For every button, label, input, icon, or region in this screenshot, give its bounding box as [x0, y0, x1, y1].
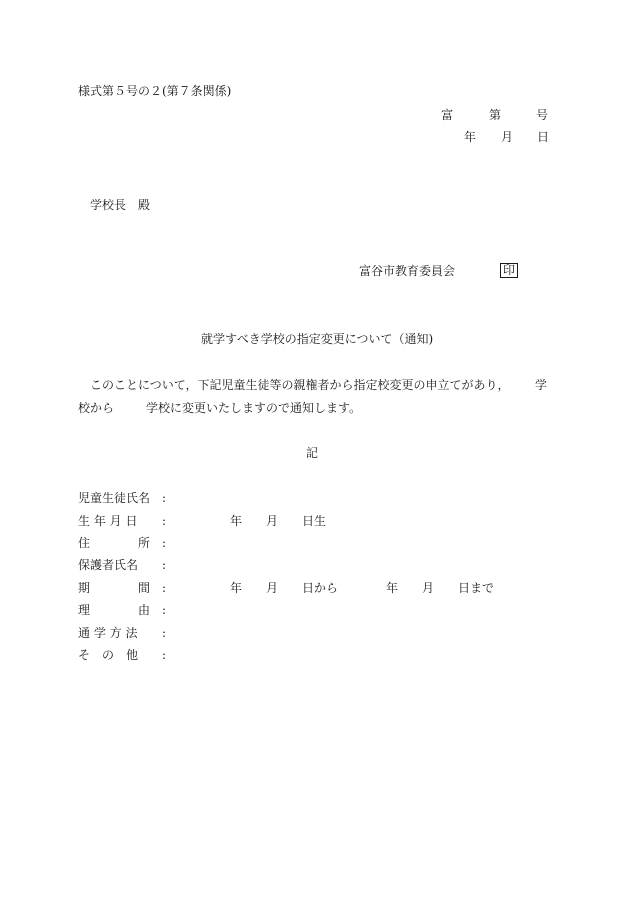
- field-value: 年 月 日から 年 月 日まで: [230, 581, 495, 595]
- field-label: 通 学 方 法: [78, 626, 138, 640]
- field-label: 理 由: [78, 603, 151, 617]
- field-colon: :: [162, 536, 167, 550]
- field-colon: :: [162, 514, 167, 528]
- sender: 富谷市教育委員会: [359, 264, 456, 278]
- field-colon: :: [162, 648, 167, 662]
- field-colon: :: [162, 491, 167, 505]
- recipient: 学校長 殿: [90, 198, 151, 212]
- body-line-2-rest: 学校に変更いたしますので通知します。: [146, 401, 362, 415]
- field-label: 住 所: [78, 536, 151, 550]
- date-day: 日: [537, 130, 550, 144]
- field-label: 期 間: [78, 581, 151, 595]
- body-line-1-end: 学: [535, 378, 548, 392]
- field-label: 生 年 月 日: [78, 514, 138, 528]
- field-label: そ の 他: [78, 648, 139, 662]
- body-line-2-start: 校から: [78, 401, 115, 415]
- doc-number-go: 号: [536, 108, 549, 122]
- doc-number-dai: 第: [489, 108, 502, 122]
- seal-text: 印: [500, 263, 518, 278]
- date-year: 年: [464, 130, 477, 144]
- body-line-1: このことについて，下記児童生徒等の親権者から指定校変更の申立てがあり，: [90, 378, 510, 392]
- form-number: 様式第５号の２(第７条関係): [78, 84, 232, 98]
- field-colon: :: [162, 603, 167, 617]
- field-label: 保護者氏名: [78, 558, 139, 572]
- doc-number-prefix: 富: [441, 108, 454, 122]
- field-colon: :: [162, 558, 167, 572]
- document-title: 就学すべき学校の指定変更について（通知): [201, 332, 434, 346]
- date-month: 月: [501, 130, 514, 144]
- ki-heading: 記: [306, 446, 319, 460]
- seal-mark: [500, 263, 518, 278]
- field-colon: :: [162, 626, 167, 640]
- field-colon: :: [162, 581, 167, 595]
- field-value: 年 月 日生: [230, 514, 327, 528]
- field-label: 児童生徒氏名: [78, 491, 151, 505]
